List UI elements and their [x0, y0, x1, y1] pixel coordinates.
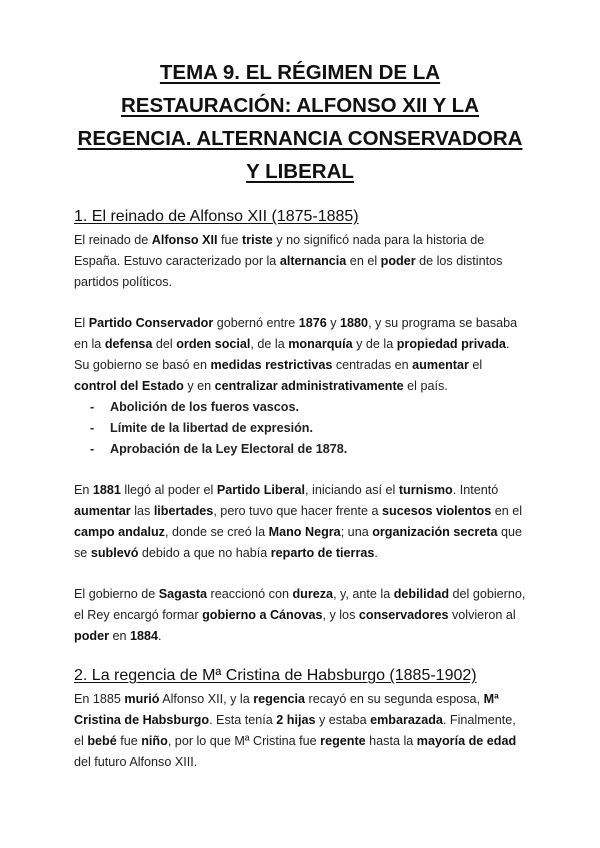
bold-text: regencia: [253, 692, 306, 706]
text-run: , y, ante la: [333, 587, 394, 601]
bold-text: centralizar administrativamente: [214, 379, 404, 393]
paragraph: [74, 313, 526, 397]
section-heading: 1. El reinado de Alfonso XII (1875-1885): [74, 208, 359, 225]
text-run: ; una: [340, 525, 373, 539]
bold-text: regente: [320, 734, 366, 748]
text-run: del: [152, 337, 177, 351]
text-run: .: [158, 629, 162, 643]
bullet-item: - Abolición de los fueros vascos.: [74, 397, 526, 418]
text-run: y de la: [352, 337, 397, 351]
text-run: que se: [74, 525, 523, 560]
text-run: en el: [346, 254, 381, 268]
text-run: , donde se creó la: [164, 525, 269, 539]
bold-text: alternancia: [279, 254, 347, 268]
text-run: de los distintos partidos políticos.: [74, 254, 503, 289]
bold-text: poder: [74, 629, 109, 643]
bullet-item: - Aprobación de la Ley Electoral de 1878.: [74, 439, 526, 460]
text-run: . Su gobierno se basó en: [74, 337, 510, 372]
bold-text: 1884: [130, 629, 159, 643]
bold-text: monarquía: [288, 337, 353, 351]
text-run: centradas en: [332, 358, 413, 372]
text-run: En: [74, 483, 93, 497]
text-run: , y su programa se basaba en la: [74, 316, 518, 351]
bold-text: orden social: [176, 337, 251, 351]
text-run: fue: [217, 233, 243, 247]
text-run: hasta la: [365, 734, 417, 748]
bold-text: control del Estado: [74, 379, 184, 393]
bold-text: Alfonso XII: [151, 233, 218, 247]
text-run: llegó al poder el: [120, 483, 217, 497]
bold-text: embarazada: [370, 713, 443, 727]
bold-text: aumentar: [412, 358, 469, 372]
text-run: volvieron al: [448, 608, 516, 622]
text-run: , por lo que Mª Cristina fue: [167, 734, 321, 748]
bold-text: libertades: [153, 504, 214, 518]
bold-text: mayoría de edad: [416, 734, 517, 748]
bold-text: niño: [141, 734, 168, 748]
bold-text: murió: [124, 692, 160, 706]
bold-text: 1881: [92, 483, 121, 497]
bold-text: sucesos violentos: [382, 504, 492, 518]
text-run: el: [468, 358, 483, 372]
paragraph: [74, 230, 526, 293]
bold-text: Mano Negra: [268, 525, 341, 539]
bold-text: debilidad: [393, 587, 450, 601]
text-run: , pero tuvo que hacer frente a: [213, 504, 383, 518]
bold-text: sublevó: [90, 546, 139, 560]
text-run: y en: [183, 379, 215, 393]
bold-text: Sagasta: [158, 587, 208, 601]
bold-text: aumentar: [74, 504, 131, 518]
text-run: El gobierno de: [74, 587, 159, 601]
text-run: el país.: [403, 379, 448, 393]
text-run: en el: [491, 504, 523, 518]
bold-text: gobierno a Cánovas: [202, 608, 323, 622]
section-heading: 2. La regencia de Mª Cristina de Habsburgo (1885-1902): [74, 667, 477, 684]
text-run: en: [108, 629, 130, 643]
bullet-item: - Límite de la libertad de expresión.: [74, 418, 526, 439]
bold-text: bebé: [87, 734, 117, 748]
text-run: , iniciando así el: [305, 483, 399, 497]
paragraph: [74, 689, 526, 773]
bold-text: Partido Conservador: [88, 316, 214, 330]
bold-text: medidas restrictivas: [210, 358, 333, 372]
text-run: recayó en su segunda esposa,: [305, 692, 484, 706]
text-run: Alfonso XII, y la: [159, 692, 254, 706]
bold-text: Partido Liberal: [216, 483, 306, 497]
bullet-list: [74, 397, 526, 460]
text-run: El: [74, 316, 89, 330]
document-title: TEMA 9. EL RÉGIMEN DE LA RESTAURACIÓN: ALFONSO XII Y LA REGENCIA. ALTERNANCIA CONSERVADORA Y LIBERAL: [77, 61, 523, 183]
text-run: debido a que no había: [138, 546, 271, 560]
bold-text: Mª Cristina de Habsburgo: [74, 692, 499, 727]
bold-text: poder: [380, 254, 416, 268]
bold-text: propiedad privada: [396, 337, 506, 351]
text-run: del gobierno, el Rey encargó formar: [74, 587, 526, 622]
text-run: y estaba: [315, 713, 371, 727]
text-run: . Finalmente, el: [74, 713, 516, 748]
bold-text: organización secreta: [372, 525, 498, 539]
bold-text: triste: [242, 233, 273, 247]
paragraph: [74, 480, 526, 564]
text-run: del futuro Alfonso XIII.: [74, 755, 198, 769]
text-run: y: [326, 316, 341, 330]
bold-text: 1880: [340, 316, 369, 330]
bold-text: defensa: [104, 337, 153, 351]
bold-text: 2 hijas: [276, 713, 316, 727]
bold-text: campo andaluz: [74, 525, 165, 539]
bold-text: 1876: [298, 316, 327, 330]
text-run: las: [130, 504, 154, 518]
paragraph: [74, 584, 526, 647]
text-run: . Esta tenía: [209, 713, 277, 727]
text-run: , de la: [250, 337, 289, 351]
text-run: reaccionó con: [207, 587, 293, 601]
text-run: , y los: [322, 608, 359, 622]
bold-text: conservadores: [358, 608, 449, 622]
text-run: y no significó nada para la historia de España. Estuvo caracterizado por la: [74, 233, 485, 268]
document-body: [74, 206, 526, 773]
text-run: El reinado de: [74, 233, 152, 247]
bold-text: turnismo: [398, 483, 453, 497]
bold-text: reparto de tierras: [270, 546, 375, 560]
text-run: .: [374, 546, 378, 560]
text-run: gobernó entre: [213, 316, 299, 330]
bold-text: dureza: [292, 587, 334, 601]
text-run: En 1885: [74, 692, 125, 706]
text-run: . Intentó: [452, 483, 499, 497]
text-run: fue: [116, 734, 142, 748]
